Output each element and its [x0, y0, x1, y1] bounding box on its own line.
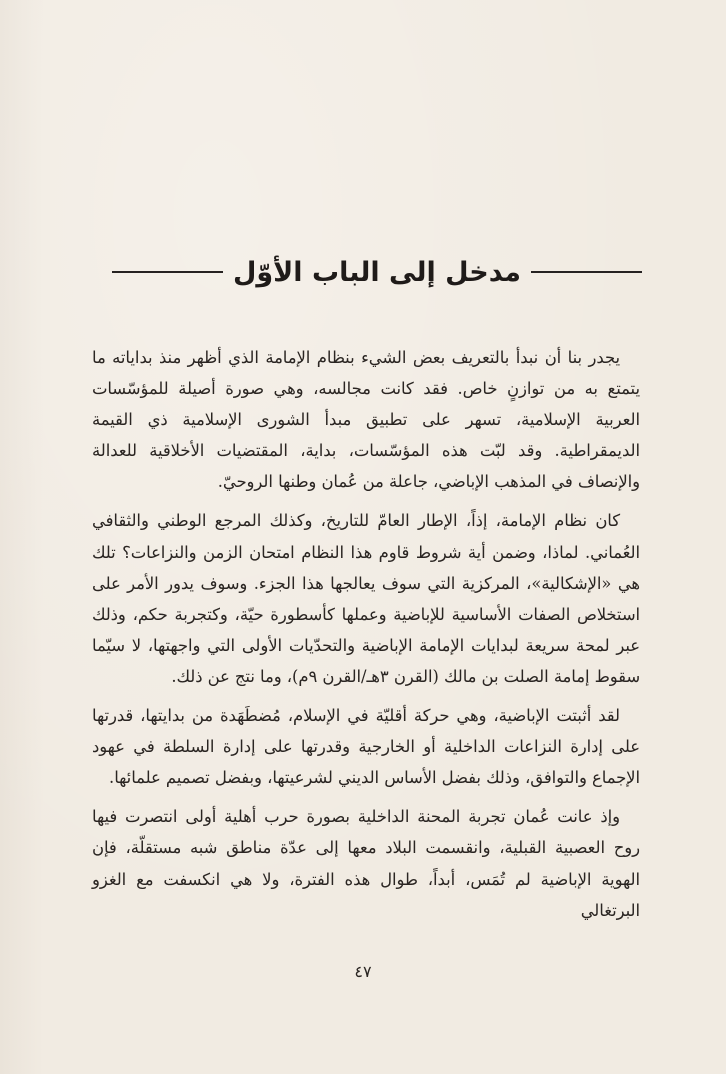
chapter-heading: مدخل إلى الباب الأوّل [232, 256, 522, 288]
paragraph-3: لقد أثبتت الإباضية، وهي حركة أقليّة في الإسلام، مُضطَهَدة من بدايتها، قدرتها على إدارة النزاعات الداخلية أو الخارجية وقدرتها على إدارة السلطة في عهود الإجماع والتوافق، وذلك بفضل الأساس الديني لشرعيتها، وبفضل تصميم علمائها. [92, 706, 640, 788]
page-number: ٤٧ [354, 962, 372, 981]
heading-rule-right [531, 271, 642, 273]
paragraph-1: يجدر بنا أن نبدأ بالتعريف بعض الشيء بنظام الإمامة الذي أظهر منذ بداياته ما يتمتع به من توازنٍ خاص. فقد كانت مجالسه، وهي صورة أصيلة للمؤسّسات العربية الإسلامية، تسهر على تطبيق مبدأ الشورى الإسلامية ذي القيمة الديمقراطية. وقد لبّت هذه المؤسّسات، بداية، المقتضيات الأخلاقية للعدالة والإنصاف في المذهب الإباضي، جاعلة من عُمان وطنها الروحيّ. [92, 348, 640, 492]
body-text [92, 342, 640, 934]
chapter-heading-row [112, 250, 642, 294]
paragraph-4: وإذ عانت عُمان تجربة المحنة الداخلية بصورة حرب أهلية أولى انتصرت فيها روح العصبية القبلية، وانقسمت البلاد معها إلى عدّة مناطق شبه مستقلّة، فإن الهوية الإباضية لم تُمَس، أبداً، طوال هذه الفترة، ولا هي انكسفت مع الغزو البرتغالي [92, 807, 640, 920]
heading-rule-left [112, 271, 223, 273]
paragraph-2: كان نظام الإمامة، إذاً، الإطار العامّ للتاريخ، وكذلك المرجع الوطني والثقافي العُماني. لماذا، وضمن أية شروط قاوم هذا النظام امتحان الزمن والنزاعات؟ تلك هي «الإشكالية»، المركزية التي سوف يعالجها هذا الجزء. وسوف يدور الأمر على استخلاص الصفات الأساسية للإباضية وعملها كأسطورة حيّة، وكتجربة حكم، وذلك عبر لمحة سريعة لبدايات الإمامة الإباضية والتحدّيات الأولى التي واجهتها، لا سيّما سقوط إمامة الصلت بن مالك (القرن ٣هـ/القرن ٩م)، وما نتج عن ذلك. [92, 511, 640, 686]
